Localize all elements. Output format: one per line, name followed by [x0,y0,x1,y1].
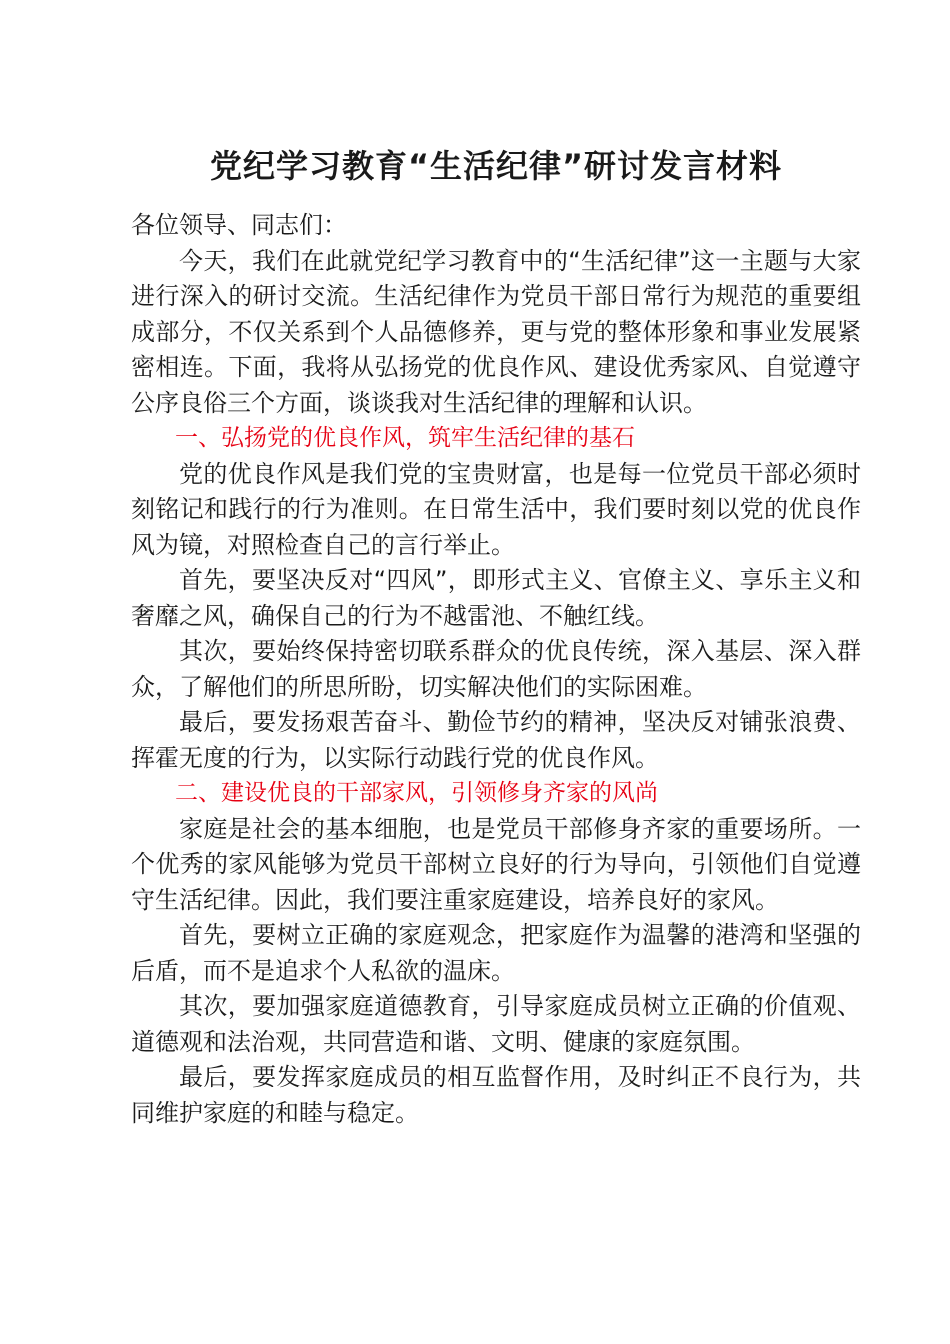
section1-paragraph-3: 其次，要始终保持密切联系群众的优良传统，深入基层、深入群众，了解他们的所思所盼，切实解决他们的实际困难。 [131,637,861,701]
section2-paragraph-2: 首先，要树立正确的家庭观念，把家庭作为温馨的港湾和坚强的后盾，而不是追求个人私欲的温床。 [131,921,861,985]
section-heading-2: 二、建设优良的干部家风，引领修身齐家的风尚 [175,780,658,806]
section2-paragraph-3: 其次，要加强家庭道德教育，引导家庭成员树立正确的价值观、道德观和法治观，共同营造和谐、文明、健康的家庭氛围。 [131,992,861,1056]
document-page [131,140,861,1131]
salutation: 各位领导、同志们： [131,211,347,239]
section1-paragraph-2: 首先，要坚决反对“四风”，即形式主义、官僚主义、享乐主义和奢靡之风，确保自己的行为不越雷池、不触红线。 [131,566,861,630]
section2-paragraph-4: 最后，要发挥家庭成员的相互监督作用，及时纠正不良行为，共同维护家庭的和睦与稳定。 [131,1063,861,1127]
section-heading-1: 一、弘扬党的优良作风，筑牢生活纪律的基石 [175,425,635,451]
document-title: 党纪学习教育“生活纪律”研讨发言材料 [209,147,783,185]
section1-paragraph-1: 党的优良作风是我们党的宝贵财富，也是每一位党员干部必须时刻铭记和践行的行为准则。在日常生活中，我们要时刻以党的优良作风为镜，对照检查自己的言行举止。 [131,459,861,559]
section1-paragraph-4: 最后，要发扬艰苦奋斗、勤俭节约的精神，坚决反对铺张浪费、挥霍无度的行为，以实际行动践行党的优良作风。 [131,708,861,772]
intro-paragraph: 今天，我们在此就党纪学习教育中的“生活纪律”这一主题与大家进行深入的研讨交流。生活纪律作为党员干部日常行为规范的重要组成部分，不仅关系到个人品德修养，更与党的整体形象和事业发展紧密相连。下面，我将从弘扬党的优良作风、建设优秀家风、自觉遵守公序良俗三个方面，谈谈我对生活纪律的理解和认识。 [131,246,861,417]
section2-paragraph-1: 家庭是社会的基本细胞，也是党员干部修身齐家的重要场所。一个优秀的家风能够为党员干部树立良好的行为导向，引领他们自觉遵守生活纪律。因此，我们要注重家庭建设，培养良好的家风。 [131,814,861,914]
